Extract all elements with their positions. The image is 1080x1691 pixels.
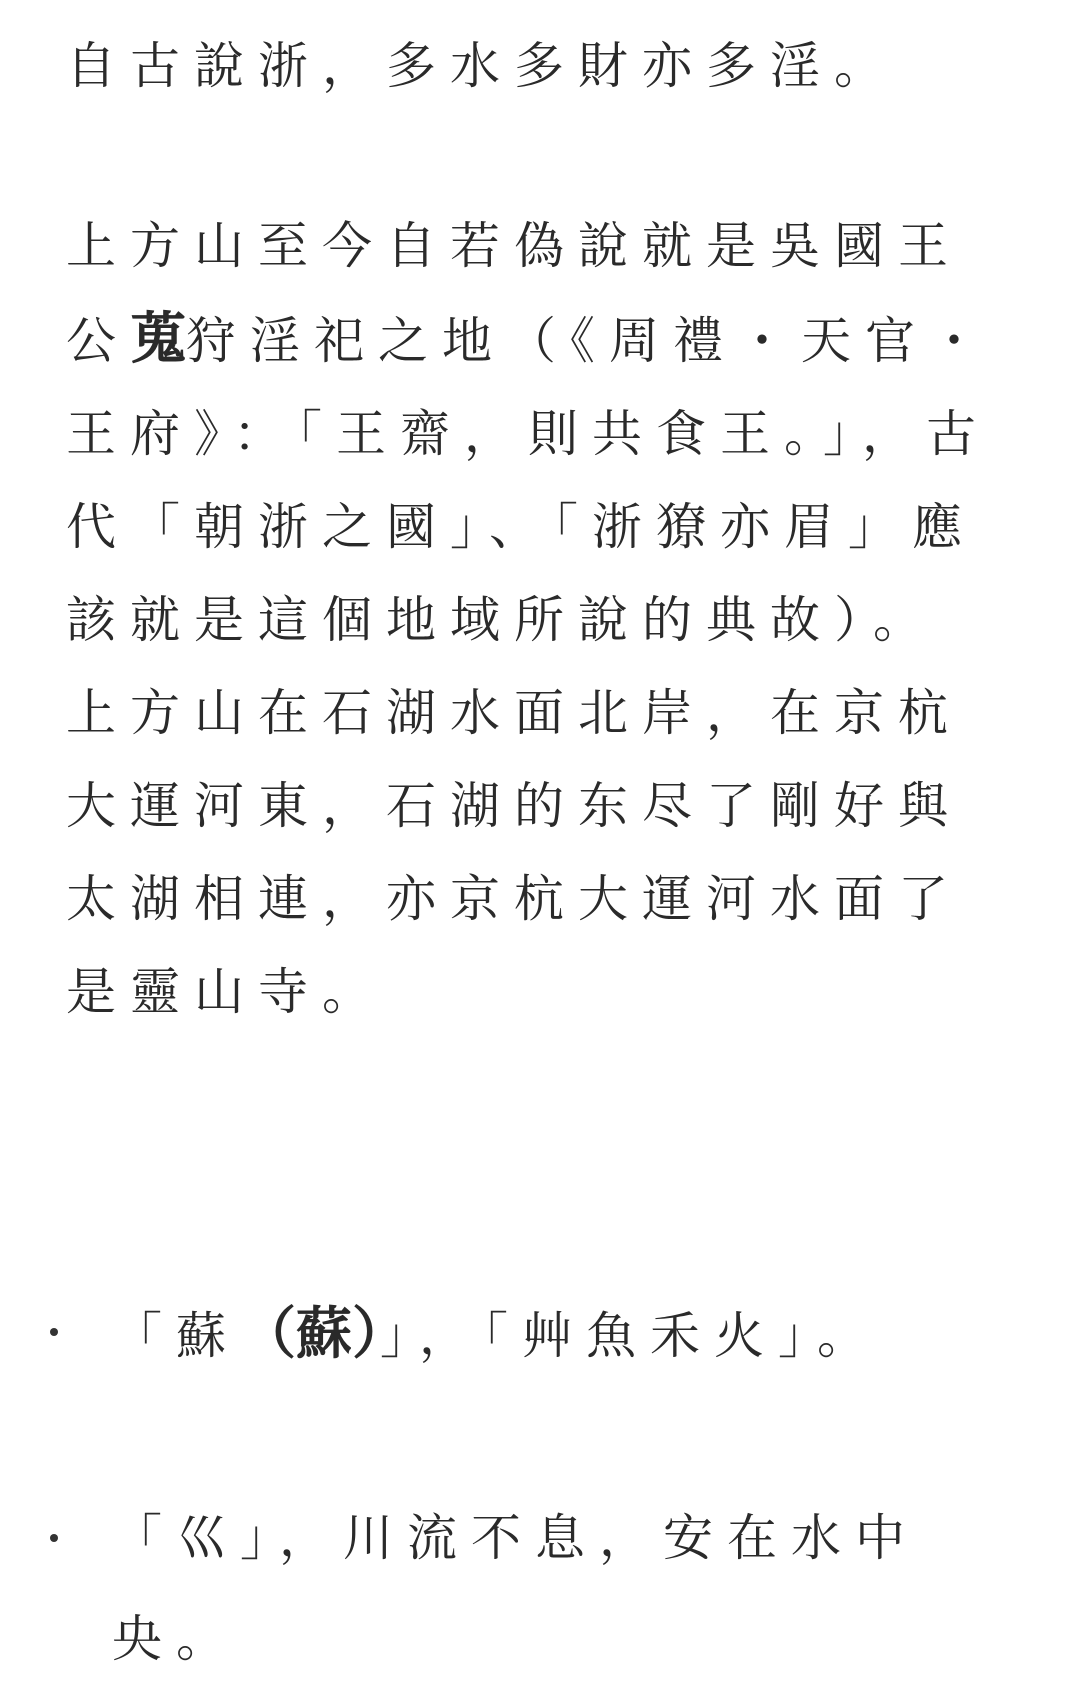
list-item-text-before-bold: 「巛」，川流不息，安在水中央。 <box>112 1509 919 1668</box>
paragraph-shangfang-mountain <box>66 200 996 1039</box>
bold-character: （蘇） <box>240 1302 380 1367</box>
list-item-text <box>112 1285 992 1386</box>
list-item-text-after-bold: 」，「艸魚禾火」。 <box>380 1307 881 1365</box>
list-item-text-before-bold: 「蘇 <box>112 1307 240 1365</box>
bold-character: 蒐 <box>130 307 186 372</box>
paragraph-text-after-bold: 狩淫祀之地（《周禮・天官・王府》：「王齋，則共食王。」，古代「朝浙之國」、「浙獠亦眉」應該就是這個地域所說的典故）。上方山在石湖水面北岸，在京杭大運河東，石湖的东尽了剛好與太湖相連，亦京杭大運河水面了是靈山寺。 <box>66 312 993 1021</box>
list-item-text <box>112 1488 992 1689</box>
paragraph-text-before-bold: 上方山至今自若偽說就是吳國王公 <box>66 217 962 370</box>
bullet-dot-icon <box>50 1534 58 1542</box>
bullet-dot-icon <box>50 1328 58 1336</box>
paragraph-intro-text: 自古說浙，多水多財亦多淫。 <box>66 37 898 95</box>
paragraph-intro <box>66 20 996 113</box>
